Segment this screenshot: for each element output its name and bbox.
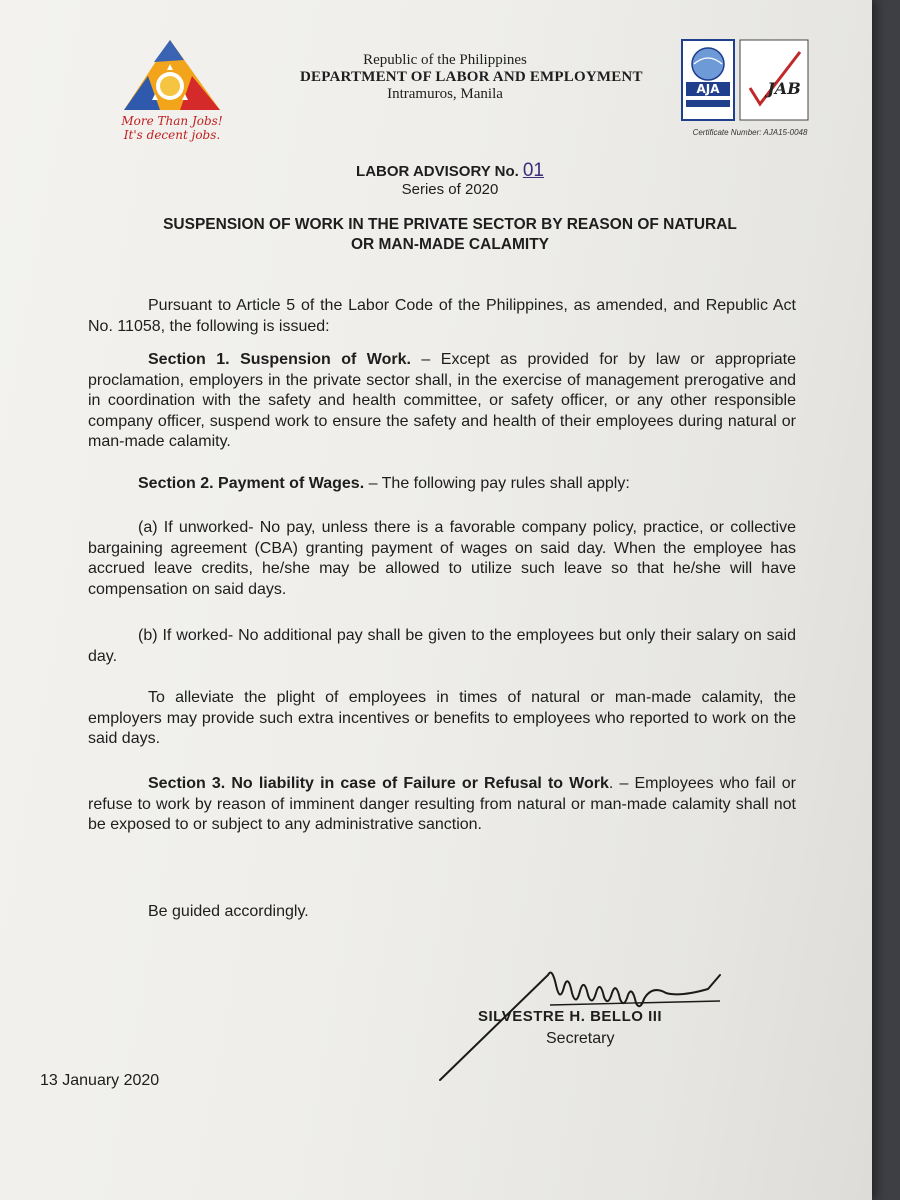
section-2a: (a) If unworked- No pay, unless there is a favorable company policy, practice, or collective bargaining agreement (CBA) granting payment of wages on said day. When the employee has accrued leave credits, he/she may be allowed to utilize such leave so that he/she will have compensation on said days.	[88, 519, 796, 598]
jab-text: JAB	[767, 79, 801, 98]
section-3-text: . – Employees who fail or refuse to work by reason of imminent danger resulting from natural or man-made calamity shall not be exposed to or subject to any administrative sanction.	[88, 775, 797, 833]
letterhead	[300, 52, 643, 103]
section-2	[88, 474, 796, 495]
signatory-title: Secretary	[546, 1030, 615, 1047]
section-3-title: Section 3. No liability in case of Failure or Refusal to Work	[148, 775, 609, 792]
alleviate-paragraph: To alleviate the plight of employees in times of natural or man-made calamity, the employers may provide such extra incentives or benefits to employees who reported to work on the said days.	[88, 689, 796, 747]
dole-logo	[112, 36, 232, 154]
logo-tagline-2: It's decent jobs.	[123, 128, 221, 142]
signatory-name: SILVESTRE H. BELLO III	[478, 1008, 663, 1025]
closing-line: Be guided accordingly.	[148, 903, 309, 920]
section-1-title: Section 1. Suspension of Work.	[148, 351, 411, 368]
advisory-heading	[250, 162, 650, 199]
department-location: Intramuros, Manila	[387, 86, 503, 102]
section-2b: (b) If worked- No additional pay shall be given to the employees but only their salary on said day.	[88, 627, 796, 665]
section-2-text: – The following pay rules shall apply:	[364, 475, 630, 492]
advisory-label: LABOR ADVISORY No.	[356, 163, 519, 180]
advisory-subject	[90, 215, 810, 255]
aja-text: AJA	[696, 82, 720, 96]
advisory-series: Series of 2020	[401, 181, 499, 198]
certificate-number: Certificate Number: AJA15-0048	[692, 128, 808, 137]
intro-paragraph: Pursuant to Article 5 of the Labor Code of the Philippines, as amended, and Republic Act No. 11058, the following is issued:	[88, 297, 796, 335]
section-2-title: Section 2. Payment of Wages.	[138, 475, 365, 492]
advisory-number: 01	[522, 160, 544, 181]
department-name: DEPARTMENT OF LABOR AND EMPLOYMENT	[300, 69, 643, 85]
issue-date: 13 January 2020	[40, 1072, 160, 1089]
signature-scribble	[420, 945, 740, 1095]
republic-line: Republic of the Philippines	[363, 52, 527, 68]
logo-tagline-1: More Than Jobs!	[121, 114, 223, 128]
subject-line-2: OR MAN-MADE CALAMITY	[350, 236, 550, 253]
section-1-text: – Except as provided for by law or appropriate proclamation, employers in the private sector shall, in the exercise of management prerogative and in coordination with the safety and health committee, or safety officer, or any other responsible company officer, suspend work to ensure the safety and health of their employees during natural or man-made calamity.	[88, 351, 797, 450]
section-1	[88, 350, 796, 453]
certification-mark	[680, 38, 812, 128]
section-3	[88, 774, 796, 836]
subject-line-1: SUSPENSION OF WORK IN THE PRIVATE SECTOR BY REASON OF NATURAL	[163, 216, 737, 233]
